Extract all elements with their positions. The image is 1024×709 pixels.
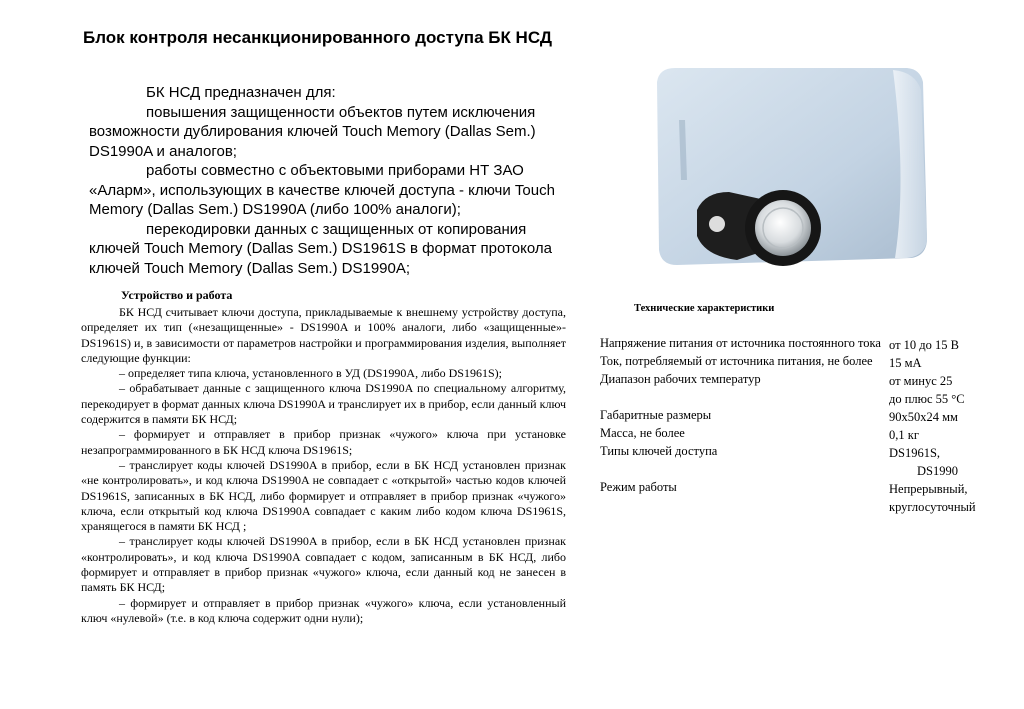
body-paragraph: – определяет типа ключа, установленного в УД (DS1990A, либо DS1961S);	[119, 366, 502, 381]
body-paragraph: – формирует и отправляет в прибор признак «чужого» ключа при установке незапрограммированного в БК НСД ключа DS1961S;	[81, 427, 566, 457]
device-photo	[645, 60, 940, 285]
section-body	[81, 305, 566, 626]
spec-value-cont: до плюс 55 °С	[889, 392, 965, 406]
intro-item: повышения защищенности объектов путем исключения возможности дублирования ключей Touch Memory (Dallas Sem.) DS1990A и аналогов;	[89, 103, 536, 160]
spec-value: от минус 25	[889, 374, 953, 388]
intro-item: перекодировки данных с защищенных от копирования ключей Touch Memory (Dallas Sem.) DS1961S в формат протокола ключей Touch Memory (Dallas Sem.) DS1990A;	[89, 220, 552, 277]
spec-label: Масса, не более	[600, 426, 685, 440]
body-paragraph: – формирует и отправляет в прибор признак «чужого» ключа, если установленный ключ «нулевой» (т.е. в код ключа содержит одни нули);	[81, 595, 566, 625]
spec-value: DS1961S,	[889, 446, 941, 460]
spec-value: от 10 до 15 В	[889, 338, 959, 352]
intro-item: работы совместно с объектовыми приборами НТ ЗАО «Аларм», использующих в качестве ключей доступа - ключи Touch Memory (Dallas Sem.) DS1990A (либо 100% аналоги);	[89, 162, 555, 218]
specs-title: Технические характеристики	[634, 303, 775, 314]
spec-label: Ток, потребляемый от источника питания, не более	[600, 354, 873, 368]
section-title: Устройство и работа	[121, 288, 233, 302]
spec-label: Диапазон рабочих температур	[600, 372, 761, 386]
spec-value: 0,1 кг	[889, 428, 919, 442]
body-paragraph: – обрабатывает данные с защищенного ключа DS1990A по специальному алгоритму, перекодирует в формат данных ключа DS1990A и транслирует их в прибор, если данный ключ содержится в памяти БК НСД;	[81, 381, 566, 427]
spec-label: Режим работы	[600, 480, 677, 494]
intro-purpose	[89, 83, 579, 278]
spec-value-cont: DS1990	[917, 464, 958, 478]
body-paragraph: – транслирует коды ключей DS1990A в прибор, если в БК НСД установлен признак «контролировать», и код ключа DS1990A совпадает с кодом, записанным в БК НСД, либо формирует и отправляет в прибор признак «чужого» ключа, если данный код не занесен в память БК НСД;	[81, 534, 566, 595]
spec-label: Типы ключей доступа	[600, 444, 718, 458]
body-paragraph: БК НСД считывает ключи доступа, прикладываемые к внешнему устройству доступа, определяет их тип («незащищенные» - DS1990A и 100% аналоги, либо «защищенные»- DS1961S) и, в зависимости от параметров настройки и программирования изделия, выполняет следующие функции:	[81, 305, 566, 365]
spec-value: Непрерывный,	[889, 482, 968, 496]
body-paragraph: – транслирует коды ключей DS1990A в прибор, если в БК НСД установлен признак «не контролировать», и код ключа DS1990A не совпадает с «открытой» частью кодов ключей DS1961S, записанных в БК НСД, либо формирует и отправляет в прибор признак «чужого» ключа, если открытый код ключа DS1990A совпадает с каким либо кодом ключа DS1961S, хранящегося в памяти БК НСД ;	[81, 457, 566, 534]
document-title: Блок контроля несанкционированного доступа БК НСД	[83, 28, 553, 47]
spec-label: Напряжение питания от источника постоянного тока	[600, 336, 881, 350]
intro-lead: БК НСД предназначен для:	[146, 84, 336, 101]
spec-value-cont: круглосуточный	[889, 500, 976, 514]
spec-value: 15 мА	[889, 356, 922, 370]
spec-value: 90х50х24 мм	[889, 410, 958, 424]
spec-label: Габаритные размеры	[600, 408, 712, 422]
